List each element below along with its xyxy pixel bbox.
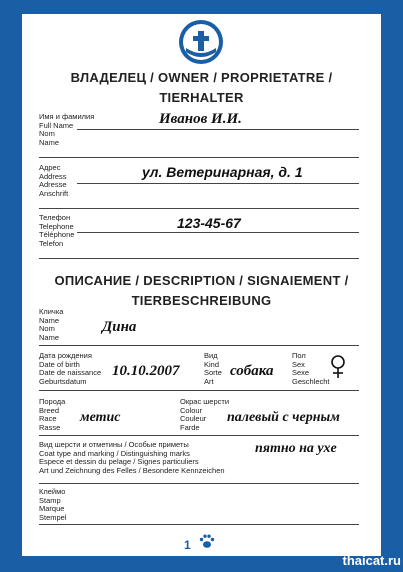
owner-phone-line <box>77 232 359 233</box>
female-symbol-icon <box>329 354 347 380</box>
pet-name-value: Дина <box>102 319 137 335</box>
pet-breed-line <box>39 435 359 436</box>
vet-passport-logo-icon <box>177 18 225 66</box>
description-heading-continued: TIERBESCHREIBUNG <box>131 293 272 308</box>
page-number: 1 <box>184 538 191 552</box>
pet-dob-value: 10.10.2007 <box>112 363 180 379</box>
pet-name-line <box>39 345 359 346</box>
paw-icon <box>198 532 216 550</box>
owner-name-line <box>77 129 359 130</box>
owner-phone-value: 123-45-67 <box>177 215 241 231</box>
pet-stamp-label: Клеймо Stamp Marque Stempel <box>39 487 67 522</box>
owner-address-line <box>77 183 359 184</box>
owner-heading-continued: TIERHALTER <box>159 90 244 105</box>
owner-name-label: Имя и фамилия Full Name Nom Name <box>39 112 95 147</box>
owner-heading: ВЛАДЕЛЕЦ / OWNER / PROPRIETATRE / <box>70 70 333 85</box>
pet-dob-label: Дата рождения Date of birth Date de naissance Geburtsdatum <box>39 351 102 386</box>
owner-phone-line-2 <box>39 258 359 259</box>
pet-colour-value: палевый с черным <box>227 410 340 425</box>
pet-dob-line <box>39 390 359 391</box>
pet-marks-label: Вид шерсти и отметины / Особые приметы Coat type and marking / Distinguishing marks Espece et dessin du pelage / Signes particuliers Art und Zeichnung des Felles / Besondere Kennzeichen <box>39 440 225 475</box>
pet-colour-label: Окрас шерсти Colour Couleur Farde <box>180 397 230 432</box>
owner-name-value: Иванов И.И. <box>159 111 242 127</box>
pet-breed-label: Порода Breed Race Rasse <box>39 397 66 432</box>
owner-address-label: Адрес Address Adresse Anschrift <box>39 163 69 198</box>
owner-phone-label: Телефон Telephone Téléphone Telefon <box>39 213 75 248</box>
site-watermark: thaicat.ru <box>342 553 401 568</box>
pet-marks-value: пятно на ухе <box>255 441 337 456</box>
pet-name-label: Кличка Name Nom Name <box>39 307 64 342</box>
owner-name-line-2 <box>39 157 359 158</box>
pet-marks-line <box>39 483 359 484</box>
owner-address-line-2 <box>39 208 359 209</box>
pet-sex-label: Пол Sex Sexe Geschlecht <box>292 351 330 386</box>
pet-kind-value: собака <box>230 363 274 379</box>
owner-address-value: ул. Ветеринарная, д. 1 <box>142 164 303 180</box>
pet-kind-label: Вид Kind Sorte Art <box>204 351 222 386</box>
pet-breed-value: метис <box>80 410 121 425</box>
description-heading: ОПИСАНИЕ / DESCRIPTION / SIGNAIEMENT / <box>54 273 349 288</box>
passport-page <box>22 14 381 556</box>
pet-stamp-line <box>39 524 359 525</box>
